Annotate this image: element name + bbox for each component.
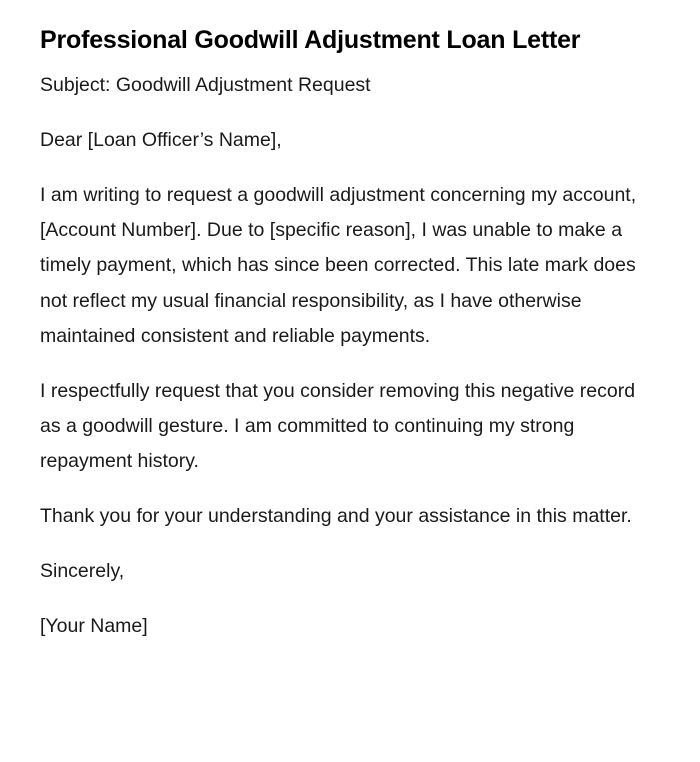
letter-document bbox=[40, 22, 650, 664]
letter-title: Professional Goodwill Adjustment Loan Letter bbox=[40, 26, 581, 54]
letter-subject: Subject: Goodwill Adjustment Request bbox=[40, 74, 371, 96]
letter-body-paragraph-3: Thank you for your understanding and your assistance in this matter. bbox=[40, 505, 632, 528]
letter-body-paragraph-2: I respectfully request that you consider removing this negative record as a goodwill gesture. I am committed to continuing my strong repayment history. bbox=[40, 379, 636, 473]
letter-salutation: Dear [Loan Officer’s Name], bbox=[40, 129, 282, 151]
letter-signature: [Your Name] bbox=[40, 615, 148, 638]
letter-body-paragraph-1: I am writing to request a goodwill adjustment concerning my account, [Account Number]. Due to [specific reason], I was unable to make a timely payment, which has since been corrected. This late mark does not reflect my usual financial responsibility, as I have otherwise maintained consistent and reliable payments. bbox=[40, 184, 637, 347]
letter-closing: Sincerely, bbox=[40, 560, 125, 583]
